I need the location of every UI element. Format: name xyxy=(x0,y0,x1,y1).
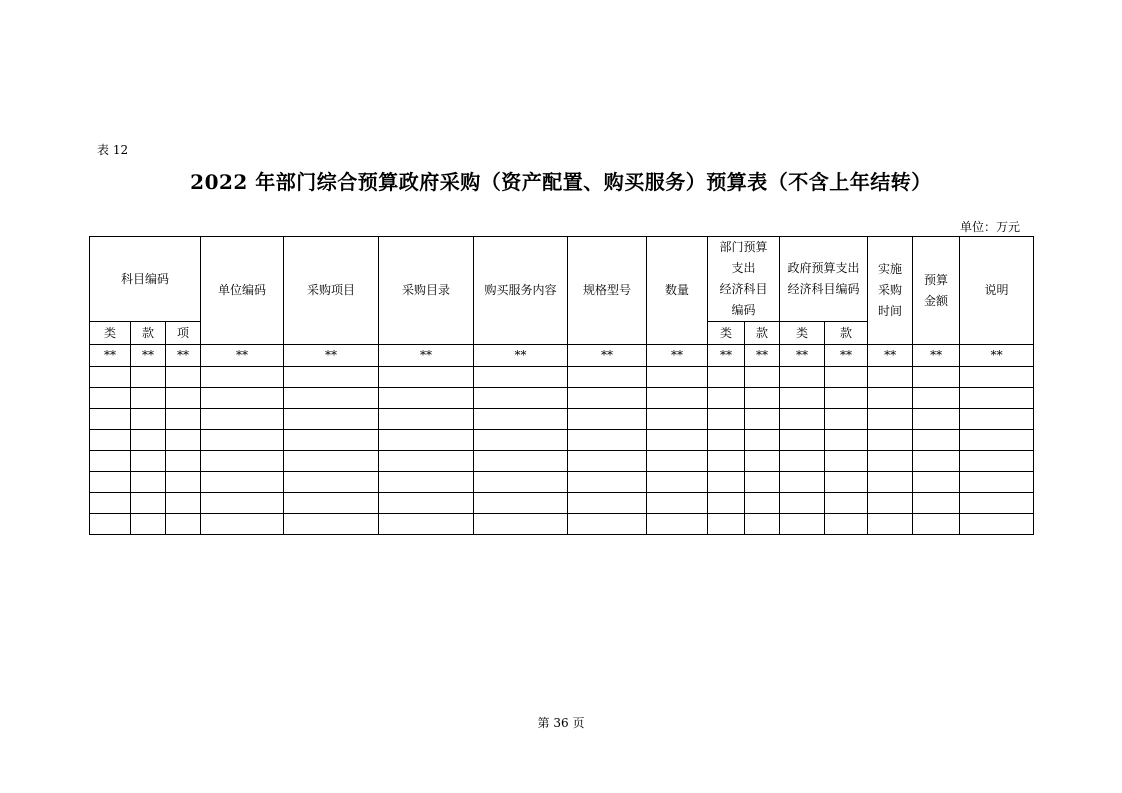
table-row xyxy=(90,472,1034,493)
subheader-gov-section: 款 xyxy=(825,322,868,345)
header-row xyxy=(90,237,1034,322)
table-row xyxy=(90,514,1034,535)
header-line: 政府预算支出 xyxy=(787,261,860,275)
header-service-content: 购买服务内容 xyxy=(474,237,568,345)
header-impl-time xyxy=(868,237,913,345)
header-line: 支出 xyxy=(731,261,756,275)
placeholder-cell: ** xyxy=(780,345,825,367)
header-subject-code: 科目编码 xyxy=(90,237,201,322)
placeholder-cell: ** xyxy=(474,345,568,367)
header-quantity: 数量 xyxy=(647,237,708,345)
header-gov-econ-code xyxy=(780,237,868,322)
subheader-gov-class: 类 xyxy=(780,322,825,345)
placeholder-cell: ** xyxy=(913,345,960,367)
header-dept-econ-code xyxy=(708,237,780,322)
placeholder-row xyxy=(90,345,1034,367)
placeholder-cell: ** xyxy=(90,345,131,367)
subheader-item: 项 xyxy=(166,322,201,345)
table-row xyxy=(90,367,1034,388)
header-line: 经济科目编码 xyxy=(787,282,860,296)
subheader-class: 类 xyxy=(90,322,131,345)
header-line: 部门预算 xyxy=(719,240,768,254)
placeholder-cell: ** xyxy=(568,345,647,367)
placeholder-cell: ** xyxy=(647,345,708,367)
header-unit-code: 单位编码 xyxy=(201,237,284,345)
header-line: 采购 xyxy=(878,283,903,297)
placeholder-cell: ** xyxy=(960,345,1034,367)
page-number: 第 36 页 xyxy=(537,716,585,730)
placeholder-cell: ** xyxy=(201,345,284,367)
header-purchase-item: 采购项目 xyxy=(284,237,379,345)
header-line: 时间 xyxy=(878,304,903,318)
header-purchase-catalog: 采购目录 xyxy=(379,237,474,345)
header-budget-amount xyxy=(913,237,960,345)
header-spec-model: 规格型号 xyxy=(568,237,647,345)
budget-table xyxy=(89,236,1034,535)
placeholder-cell: ** xyxy=(284,345,379,367)
header-line: 编码 xyxy=(731,303,756,317)
page-title: 2022 年部门综合预算政府采购（资产配置、购买服务）预算表（不含上年结转） xyxy=(190,170,932,194)
header-line: 实施 xyxy=(878,262,903,276)
header-line: 经济科目 xyxy=(719,282,768,296)
table-row xyxy=(90,451,1034,472)
placeholder-cell: ** xyxy=(166,345,201,367)
subheader-dept-section: 款 xyxy=(745,322,780,345)
placeholder-cell: ** xyxy=(131,345,166,367)
table-row xyxy=(90,409,1034,430)
placeholder-cell: ** xyxy=(825,345,868,367)
table-label: 表 12 xyxy=(97,143,129,157)
table-row xyxy=(90,493,1034,514)
placeholder-cell: ** xyxy=(745,345,780,367)
table-row xyxy=(90,430,1034,451)
subheader-section: 款 xyxy=(131,322,166,345)
table-row xyxy=(90,388,1034,409)
header-line: 金额 xyxy=(924,293,949,308)
placeholder-cell: ** xyxy=(379,345,474,367)
header-remarks: 说明 xyxy=(960,237,1034,345)
placeholder-cell: ** xyxy=(868,345,913,367)
unit-label: 单位：万元 xyxy=(960,220,1021,234)
subheader-dept-class: 类 xyxy=(708,322,745,345)
header-line: 预算 xyxy=(924,272,949,287)
placeholder-cell: ** xyxy=(708,345,745,367)
